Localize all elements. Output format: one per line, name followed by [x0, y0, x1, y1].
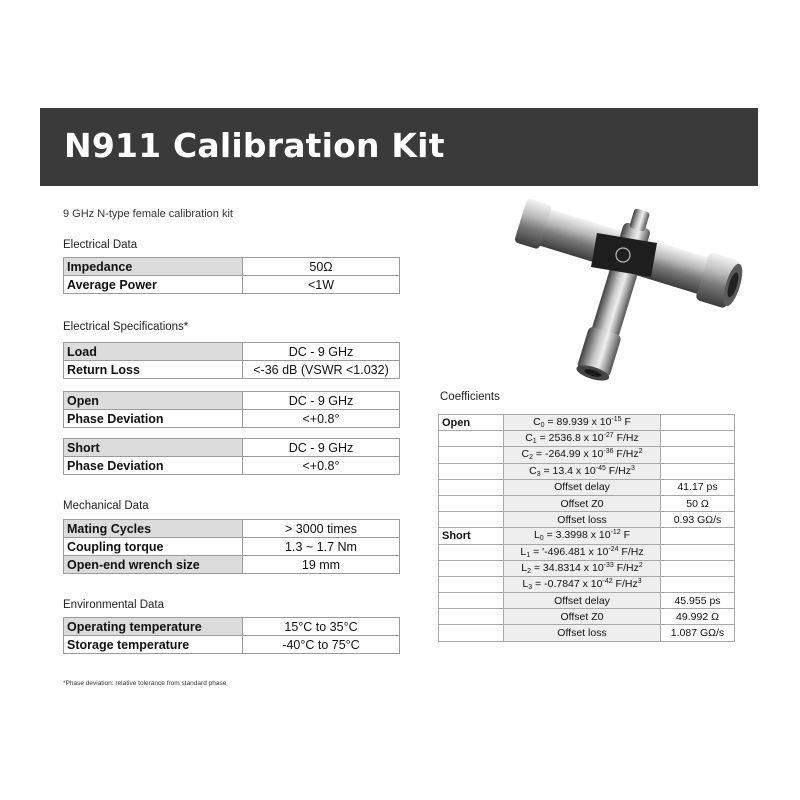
spec-label: Phase Deviation: [64, 457, 243, 475]
mechanical-data-table: [63, 519, 400, 574]
table-row: [64, 392, 400, 410]
spec-label: Return Loss: [64, 361, 243, 379]
spec-value: 19 mm: [243, 556, 400, 574]
spec-value: > 3000 times: [243, 520, 400, 538]
spec-value: 1.3 ~ 1.7 Nm: [243, 538, 400, 556]
title-banner: [40, 108, 758, 186]
spec-label: Open: [64, 392, 243, 410]
spec-label: Impedance: [64, 258, 243, 276]
coef-value: 0.93 GΩ/s: [661, 512, 735, 528]
calibration-kit-image: [505, 195, 745, 385]
table-row: [439, 463, 735, 479]
table-row: [439, 528, 735, 544]
table-row: [64, 439, 400, 457]
coef-formula: $L_1$ = '-496.481 x $10^{-24}$ F/Hz: [504, 544, 661, 560]
spec-label: Load: [64, 343, 243, 361]
table-row: [64, 457, 400, 475]
environmental-data-table: [63, 617, 400, 654]
spec-value: DC - 9 GHz: [243, 439, 400, 457]
coef-formula: $L_3 = -0.7847$ x $10^{-42}$ F/Hz$^3$: [504, 576, 661, 592]
load-spec-table: [63, 342, 400, 379]
coef-label: Offset delay: [504, 479, 661, 495]
table-row: [439, 625, 735, 641]
group-label-open: Open: [439, 415, 504, 431]
spec-value: DC - 9 GHz: [243, 343, 400, 361]
coef-label: Offset loss: [504, 625, 661, 641]
table-row: [64, 258, 400, 276]
table-row: [439, 560, 735, 576]
spec-label: Storage temperature: [64, 636, 243, 654]
coef-value: 50 Ω: [661, 495, 735, 511]
table-row: [64, 343, 400, 361]
electrical-data-table: [63, 257, 400, 294]
coef-formula: $L_0 = 3.3998$ x $10^{-12}$ F: [504, 528, 661, 544]
coefficients-table: [438, 414, 735, 642]
spec-value: <+0.8°: [243, 457, 400, 475]
coef-formula: $C_0 = 89.939$ x $10^{-15}$ F: [504, 415, 661, 431]
table-row: [439, 544, 735, 560]
table-row: [439, 479, 735, 495]
electrical-specs-heading: Electrical Specifications*: [63, 321, 189, 333]
spec-label: Coupling torque: [64, 538, 243, 556]
coef-value: 49.992 Ω: [661, 609, 735, 625]
table-row: [439, 576, 735, 592]
coef-formula: $C_1 = 2536.8$ x $10^{-27}$ F/Hz: [504, 431, 661, 447]
coef-label: Offset Z0: [504, 609, 661, 625]
spec-value: DC - 9 GHz: [243, 392, 400, 410]
coef-label: Offset Z0: [504, 495, 661, 511]
coef-formula: $C_2 = -264.99$ x $10^{-36}$ F/Hz$^2$: [504, 447, 661, 463]
table-row: [439, 495, 735, 511]
spec-label: Operating temperature: [64, 618, 243, 636]
table-row: [439, 512, 735, 528]
table-row: [64, 410, 400, 428]
table-row: [64, 556, 400, 574]
short-spec-table: [63, 438, 400, 475]
spec-label: Open-end wrench size: [64, 556, 243, 574]
coef-value: 41.17 ps: [661, 479, 735, 495]
coefficients-heading: Coefficients: [440, 391, 500, 403]
spec-label: Short: [64, 439, 243, 457]
table-row: [439, 609, 735, 625]
coef-value: 1.087 GΩ/s: [661, 625, 735, 641]
coef-label: Offset delay: [504, 593, 661, 609]
page-title: N911 Calibration Kit: [64, 126, 445, 165]
subtitle: 9 GHz N-type female calibration kit: [63, 208, 233, 220]
environmental-data-heading: Environmental Data: [63, 599, 164, 611]
coef-label: Offset loss: [504, 512, 661, 528]
table-row: [439, 447, 735, 463]
spec-value: 15°C to 35°C: [243, 618, 400, 636]
coef-formula: $C_3 = 13.4$ x $10^{-45}$ F/Hz$^3$: [504, 463, 661, 479]
table-row: [64, 618, 400, 636]
spec-value: 50Ω: [243, 258, 400, 276]
coef-value: 45.955 ps: [661, 593, 735, 609]
table-row: [64, 538, 400, 556]
mechanical-data-heading: Mechanical Data: [63, 500, 149, 512]
spec-label: Phase Deviation: [64, 410, 243, 428]
spec-label: Average Power: [64, 276, 243, 294]
table-row: [439, 593, 735, 609]
footnote: *Phase deviation: relative tolerance from standard phase: [63, 680, 227, 687]
table-row: [64, 276, 400, 294]
electrical-data-heading: Electrical Data: [63, 239, 138, 251]
table-row: [64, 520, 400, 538]
spec-value: <-36 dB (VSWR <1.032): [243, 361, 400, 379]
table-row: [439, 415, 735, 431]
table-row: [64, 361, 400, 379]
spec-value: <1W: [243, 276, 400, 294]
table-row: [439, 431, 735, 447]
table-row: [64, 636, 400, 654]
spec-value: -40°C to 75°C: [243, 636, 400, 654]
spec-value: <+0.8°: [243, 410, 400, 428]
open-spec-table: [63, 391, 400, 428]
coef-formula: $L_2 = 34.8314$ x $10^{-33}$ F/Hz$^2$: [504, 560, 661, 576]
group-label-short: Short: [439, 528, 504, 544]
spec-label: Mating Cycles: [64, 520, 243, 538]
